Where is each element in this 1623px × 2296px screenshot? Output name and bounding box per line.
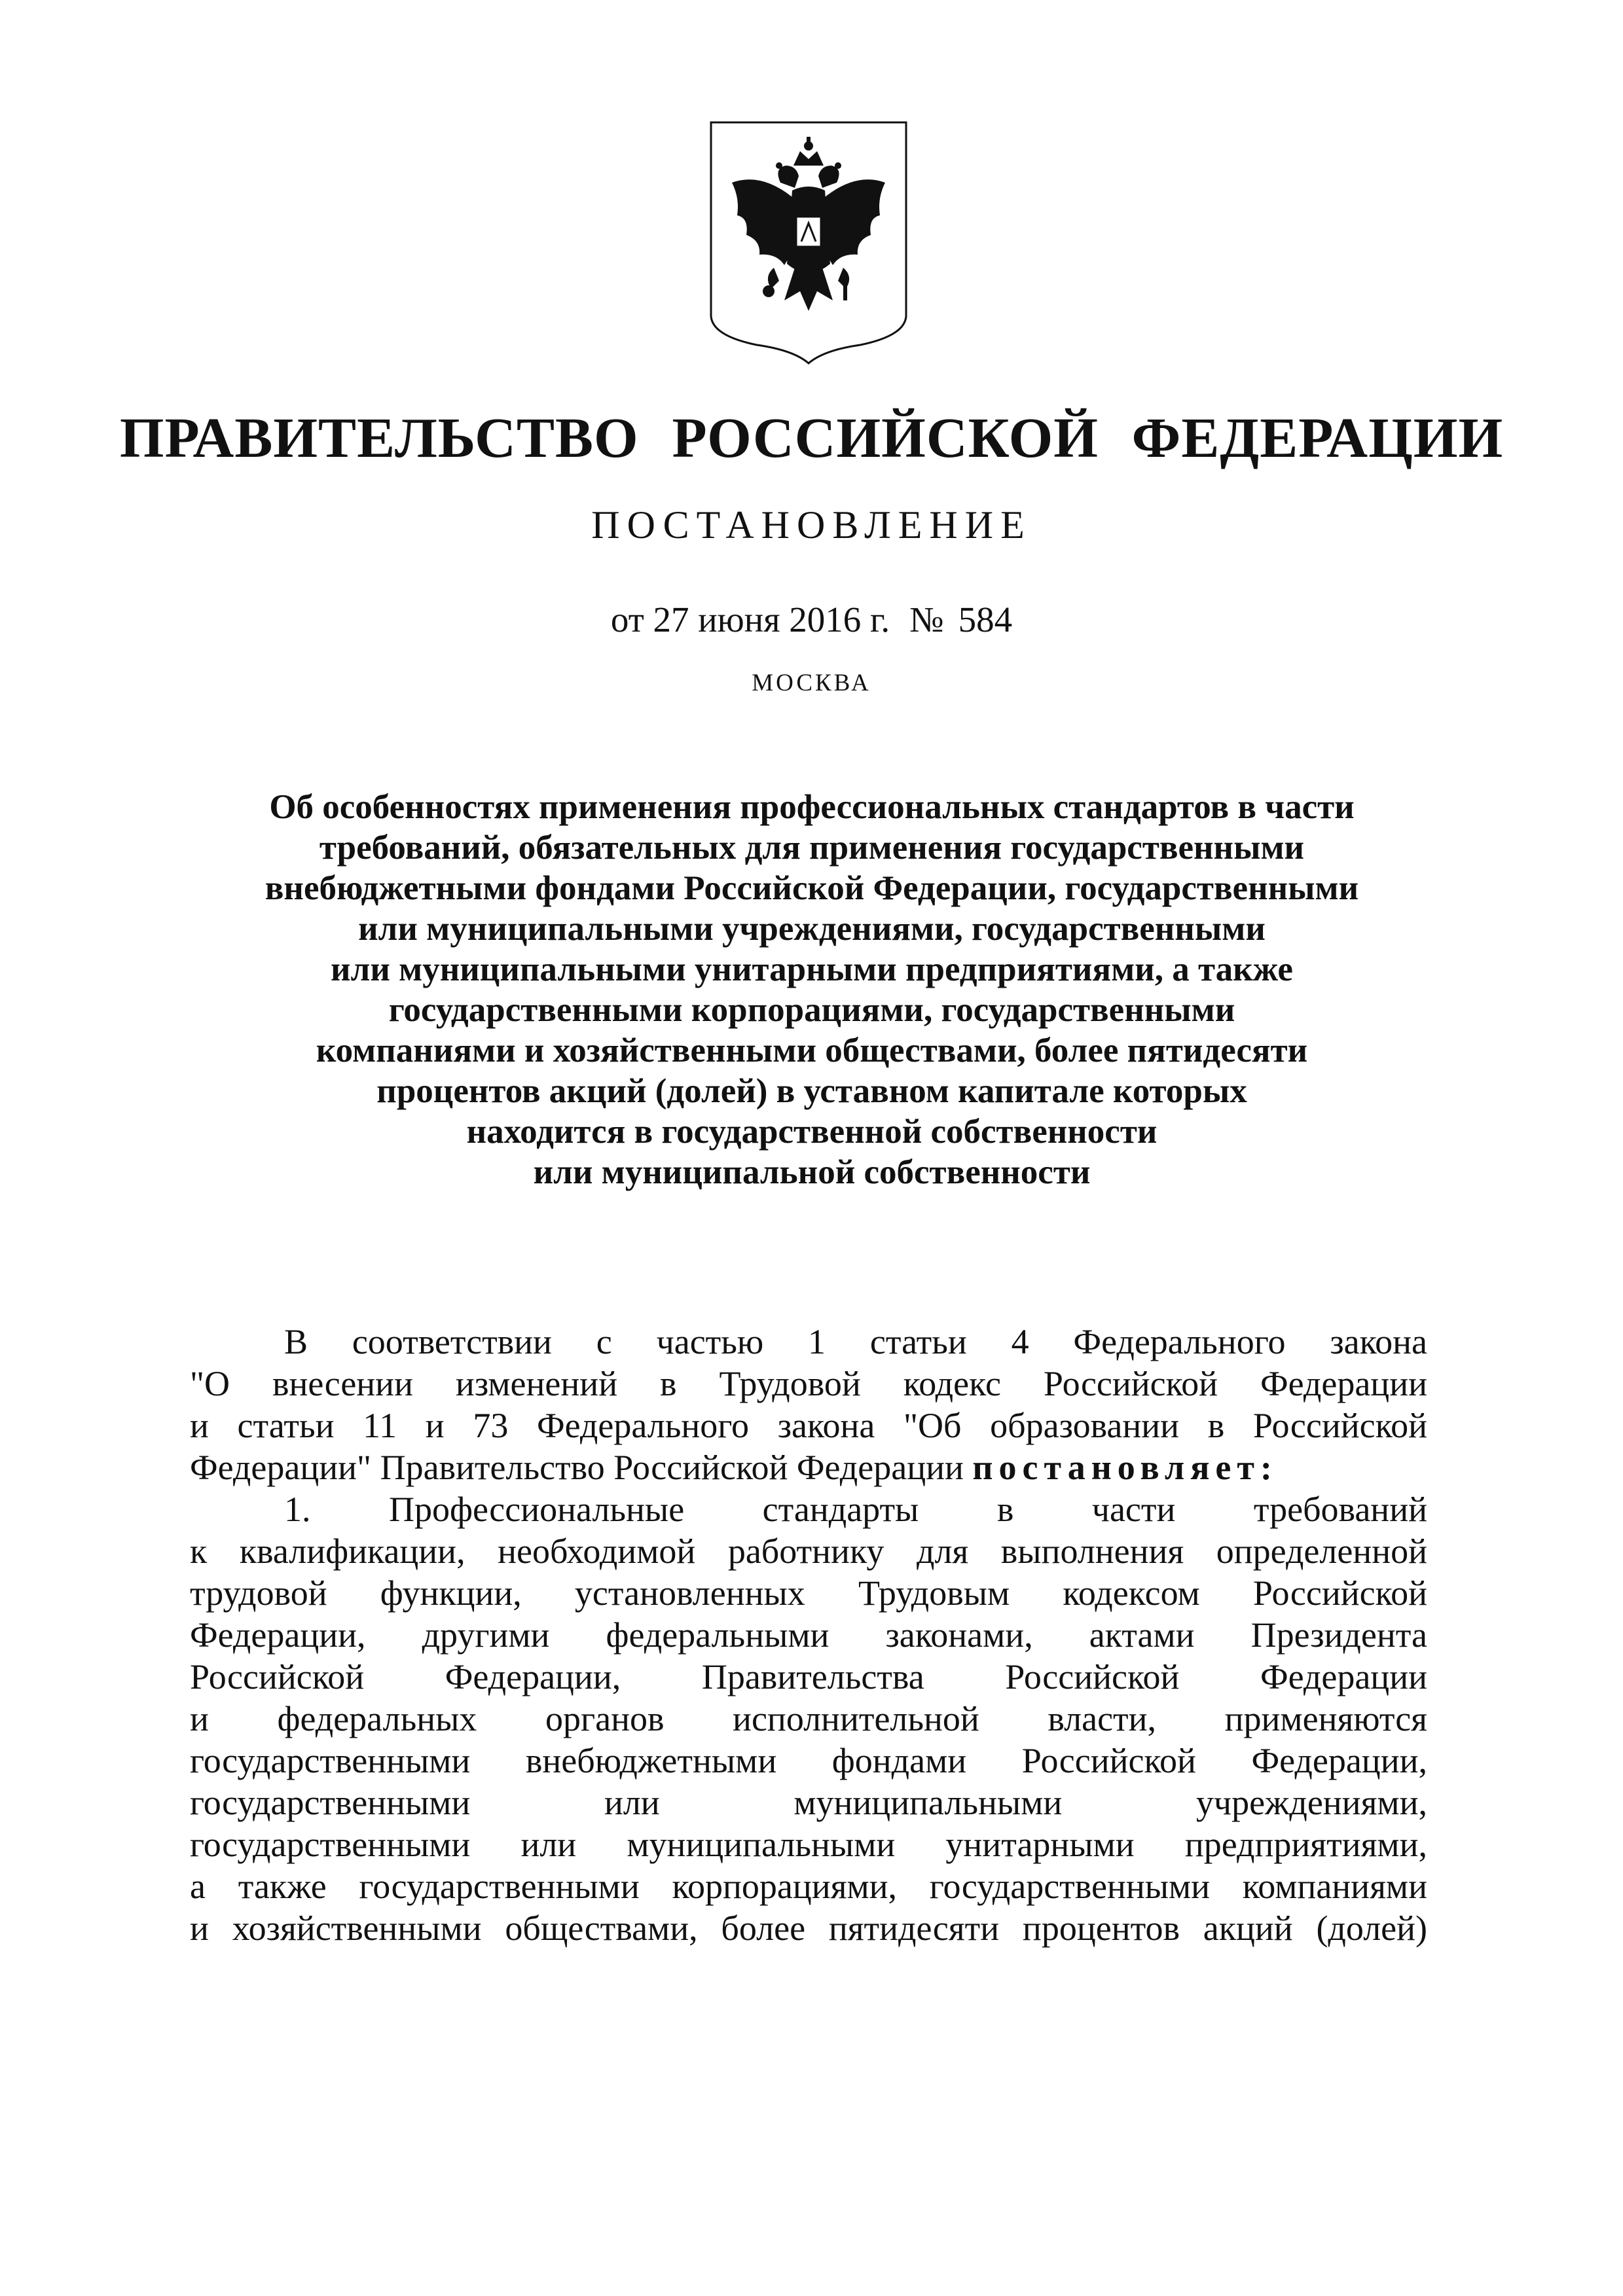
- document-body: [190, 1321, 1427, 1949]
- preamble-line: и статьи 11 и 73 Федерального закона "Об образовании в Российской: [190, 1406, 1427, 1445]
- government-name: ПРАВИТЕЛЬСТВО РОССИЙСКОЙ ФЕДЕРАЦИИ: [119, 406, 1504, 469]
- heading-line: или муниципальной собственности: [533, 1153, 1091, 1191]
- preamble-line: "О внесении изменений в Трудовой кодекс Российской Федерации: [190, 1364, 1427, 1403]
- heading-line: Об особенностях применения профессиональных стандартов в части: [269, 788, 1355, 826]
- document-heading: [131, 787, 1493, 1193]
- item-line: трудовой функции, установленных Трудовым кодексом Российской: [190, 1573, 1427, 1613]
- item-line: государственными внебюджетными фондами Российской Федерации,: [190, 1741, 1427, 1780]
- city: МОСКВА: [752, 670, 871, 696]
- date-line: [0, 599, 1623, 640]
- item-line: Федерации, другими федеральными законами, актами Президента: [190, 1615, 1427, 1655]
- item-line: государственными или муниципальными унитарными предприятиями,: [190, 1825, 1427, 1864]
- document-number: 584: [958, 600, 1013, 639]
- item-line: Российской Федерации, Правительства Российской Федерации: [190, 1657, 1427, 1696]
- heading-line: или муниципальными унитарными предприятиями, а также: [331, 950, 1293, 988]
- preamble-line: [190, 1446, 1427, 1488]
- heading-line: процентов акций (долей) в уставном капитале которых: [376, 1072, 1247, 1110]
- item-line: а также государственными корпорациями, государственными компаниями: [190, 1867, 1427, 1906]
- heading-line: требований, обязательных для применения государственными: [319, 829, 1305, 867]
- item-line: 1. Профессиональные стандарты в части требований: [284, 1490, 1427, 1529]
- heading-line: государственными корпорациями, государственными: [388, 991, 1235, 1029]
- item-line: и хозяйственными обществами, более пятидесяти процентов акций (долей): [190, 1909, 1427, 1948]
- decree-word: постановляет:: [972, 1448, 1278, 1487]
- item-line: государственными или муниципальными учреждениями,: [190, 1783, 1427, 1822]
- heading-line: или муниципальными учреждениями, государственными: [358, 910, 1266, 948]
- item-line: к квалификации, необходимой работнику для выполнения определенной: [190, 1532, 1427, 1571]
- heading-line: внебюджетными фондами Российской Федерации, государственными: [264, 869, 1359, 907]
- heading-line: компаниями и хозяйственными обществами, более пятидесяти: [316, 1031, 1308, 1069]
- number-sign: №: [909, 600, 944, 639]
- document-type: ПОСТАНОВЛЕНИЕ: [591, 503, 1032, 547]
- document-date: от 27 июня 2016 г.: [610, 600, 890, 639]
- preamble-line: В соответствии с частью 1 статьи 4 Федерального закона: [284, 1322, 1427, 1361]
- item-line: и федеральных органов исполнительной власти, применяются: [190, 1699, 1427, 1738]
- russian-coat-of-arms-icon: [708, 120, 909, 366]
- preamble-text: Федерации" Правительство Российской Федерации: [190, 1448, 973, 1487]
- heading-line: находится в государственной собственности: [466, 1113, 1158, 1151]
